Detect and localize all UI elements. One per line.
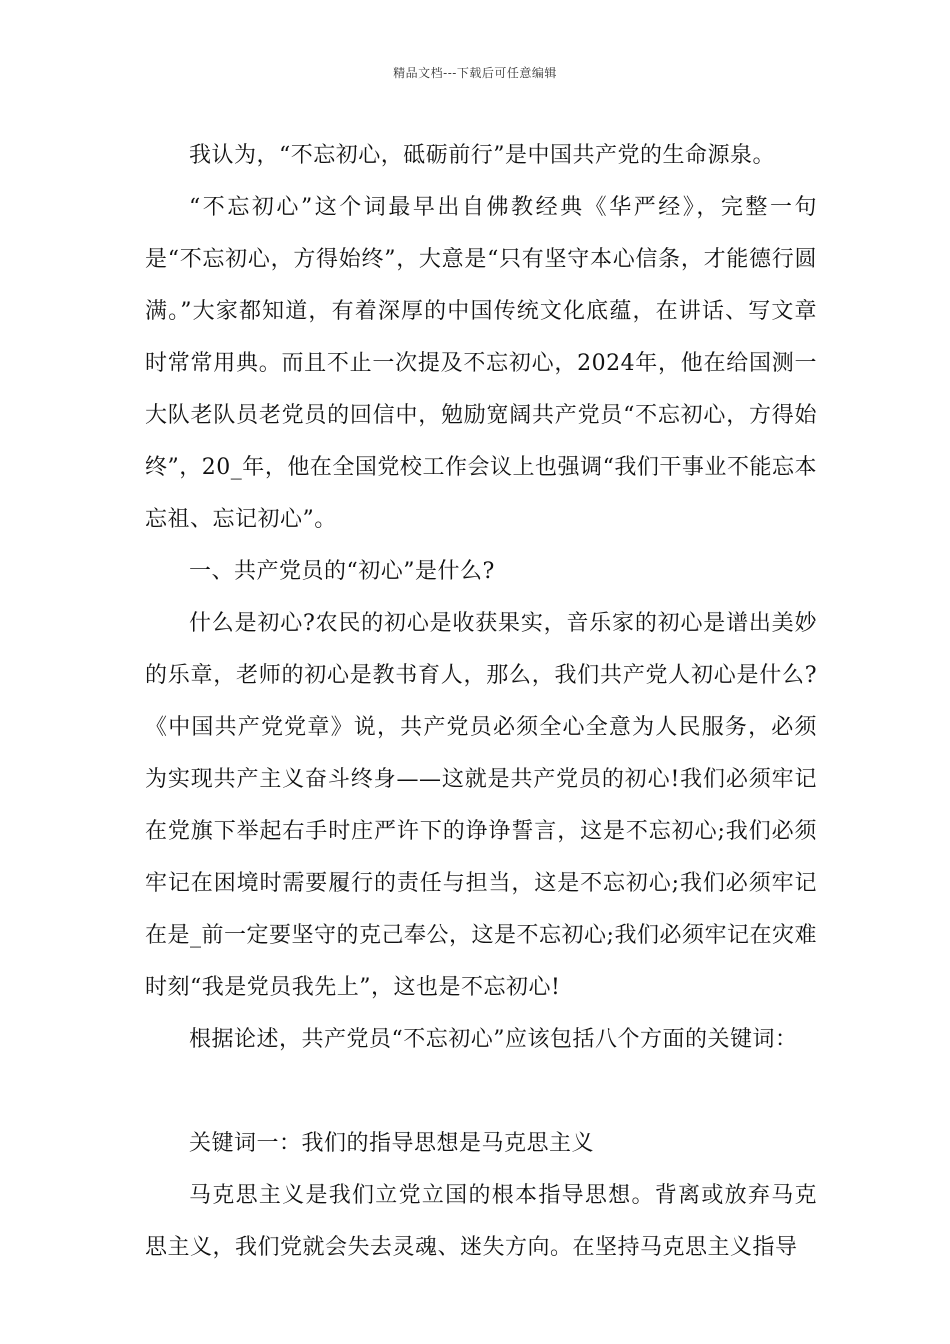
paragraph-origin: “不忘初心”这个词最早出自佛教经典《华严经》，完整一句是“不忘初心，方得始终”，大意是“只有坚守本心信条，才能德行圆满。”大家都知道，有着深厚的中国传统文化底蕴，在讲话、写文章时常常用典。而且不止一次提及不忘初心，2024年，他在给国测一大队老队员老党员的回信中，勉励宽阔共产党员“不忘初心，方得始终”，20_年，他在全国党校工作会议上也强调“我们干事业不能忘本忘祖、忘记初心”。 [145, 195, 817, 532]
keyword-heading-1: 关键词一：我们的指导思想是马克思主义 [189, 1131, 595, 1156]
paragraph-intro: 我认为，“不忘初心，砥砺前行”是中国共产党的生命源泉。 [189, 143, 775, 168]
section-heading-1: 一、共产党员的“初心”是什么? [189, 559, 495, 584]
paragraph-what-is-original-intent: 什么是初心?农民的初心是收获果实，音乐家的初心是谱出美妙的乐章，老师的初心是教书育人，那么，我们共产党人初心是什么?《中国共产党党章》说，共产党员必须全心全意为人民服务，必须为实现共产主义奋斗终身——这就是共产党员的初心!我们必须牢记在党旗下举起右手时庄严许下的诤诤誓言，这是不忘初心;我们必须牢记在困境时需要履行的责任与担当，这是不忘初心;我们必须牢记在是_前一定要坚守的克己奉公，这是不忘初心;我们必须牢记在灾难时刻“我是党员我先上”，这也是不忘初心! [145, 611, 817, 1000]
paragraph-marxism: 马克思主义是我们立党立国的根本指导思想。背离或放弃马克思主义，我们党就会失去灵魂、迷失方向。在坚持马克思主义指导 [145, 1183, 817, 1260]
paragraph-keywords-lead: 根据论述，共产党员“不忘初心”应该包括八个方面的关键词： [189, 1027, 798, 1052]
blank-line [145, 1066, 817, 1118]
document-body [145, 130, 817, 1274]
page-header: 精品文档---下载后可任意编辑 [393, 66, 557, 80]
